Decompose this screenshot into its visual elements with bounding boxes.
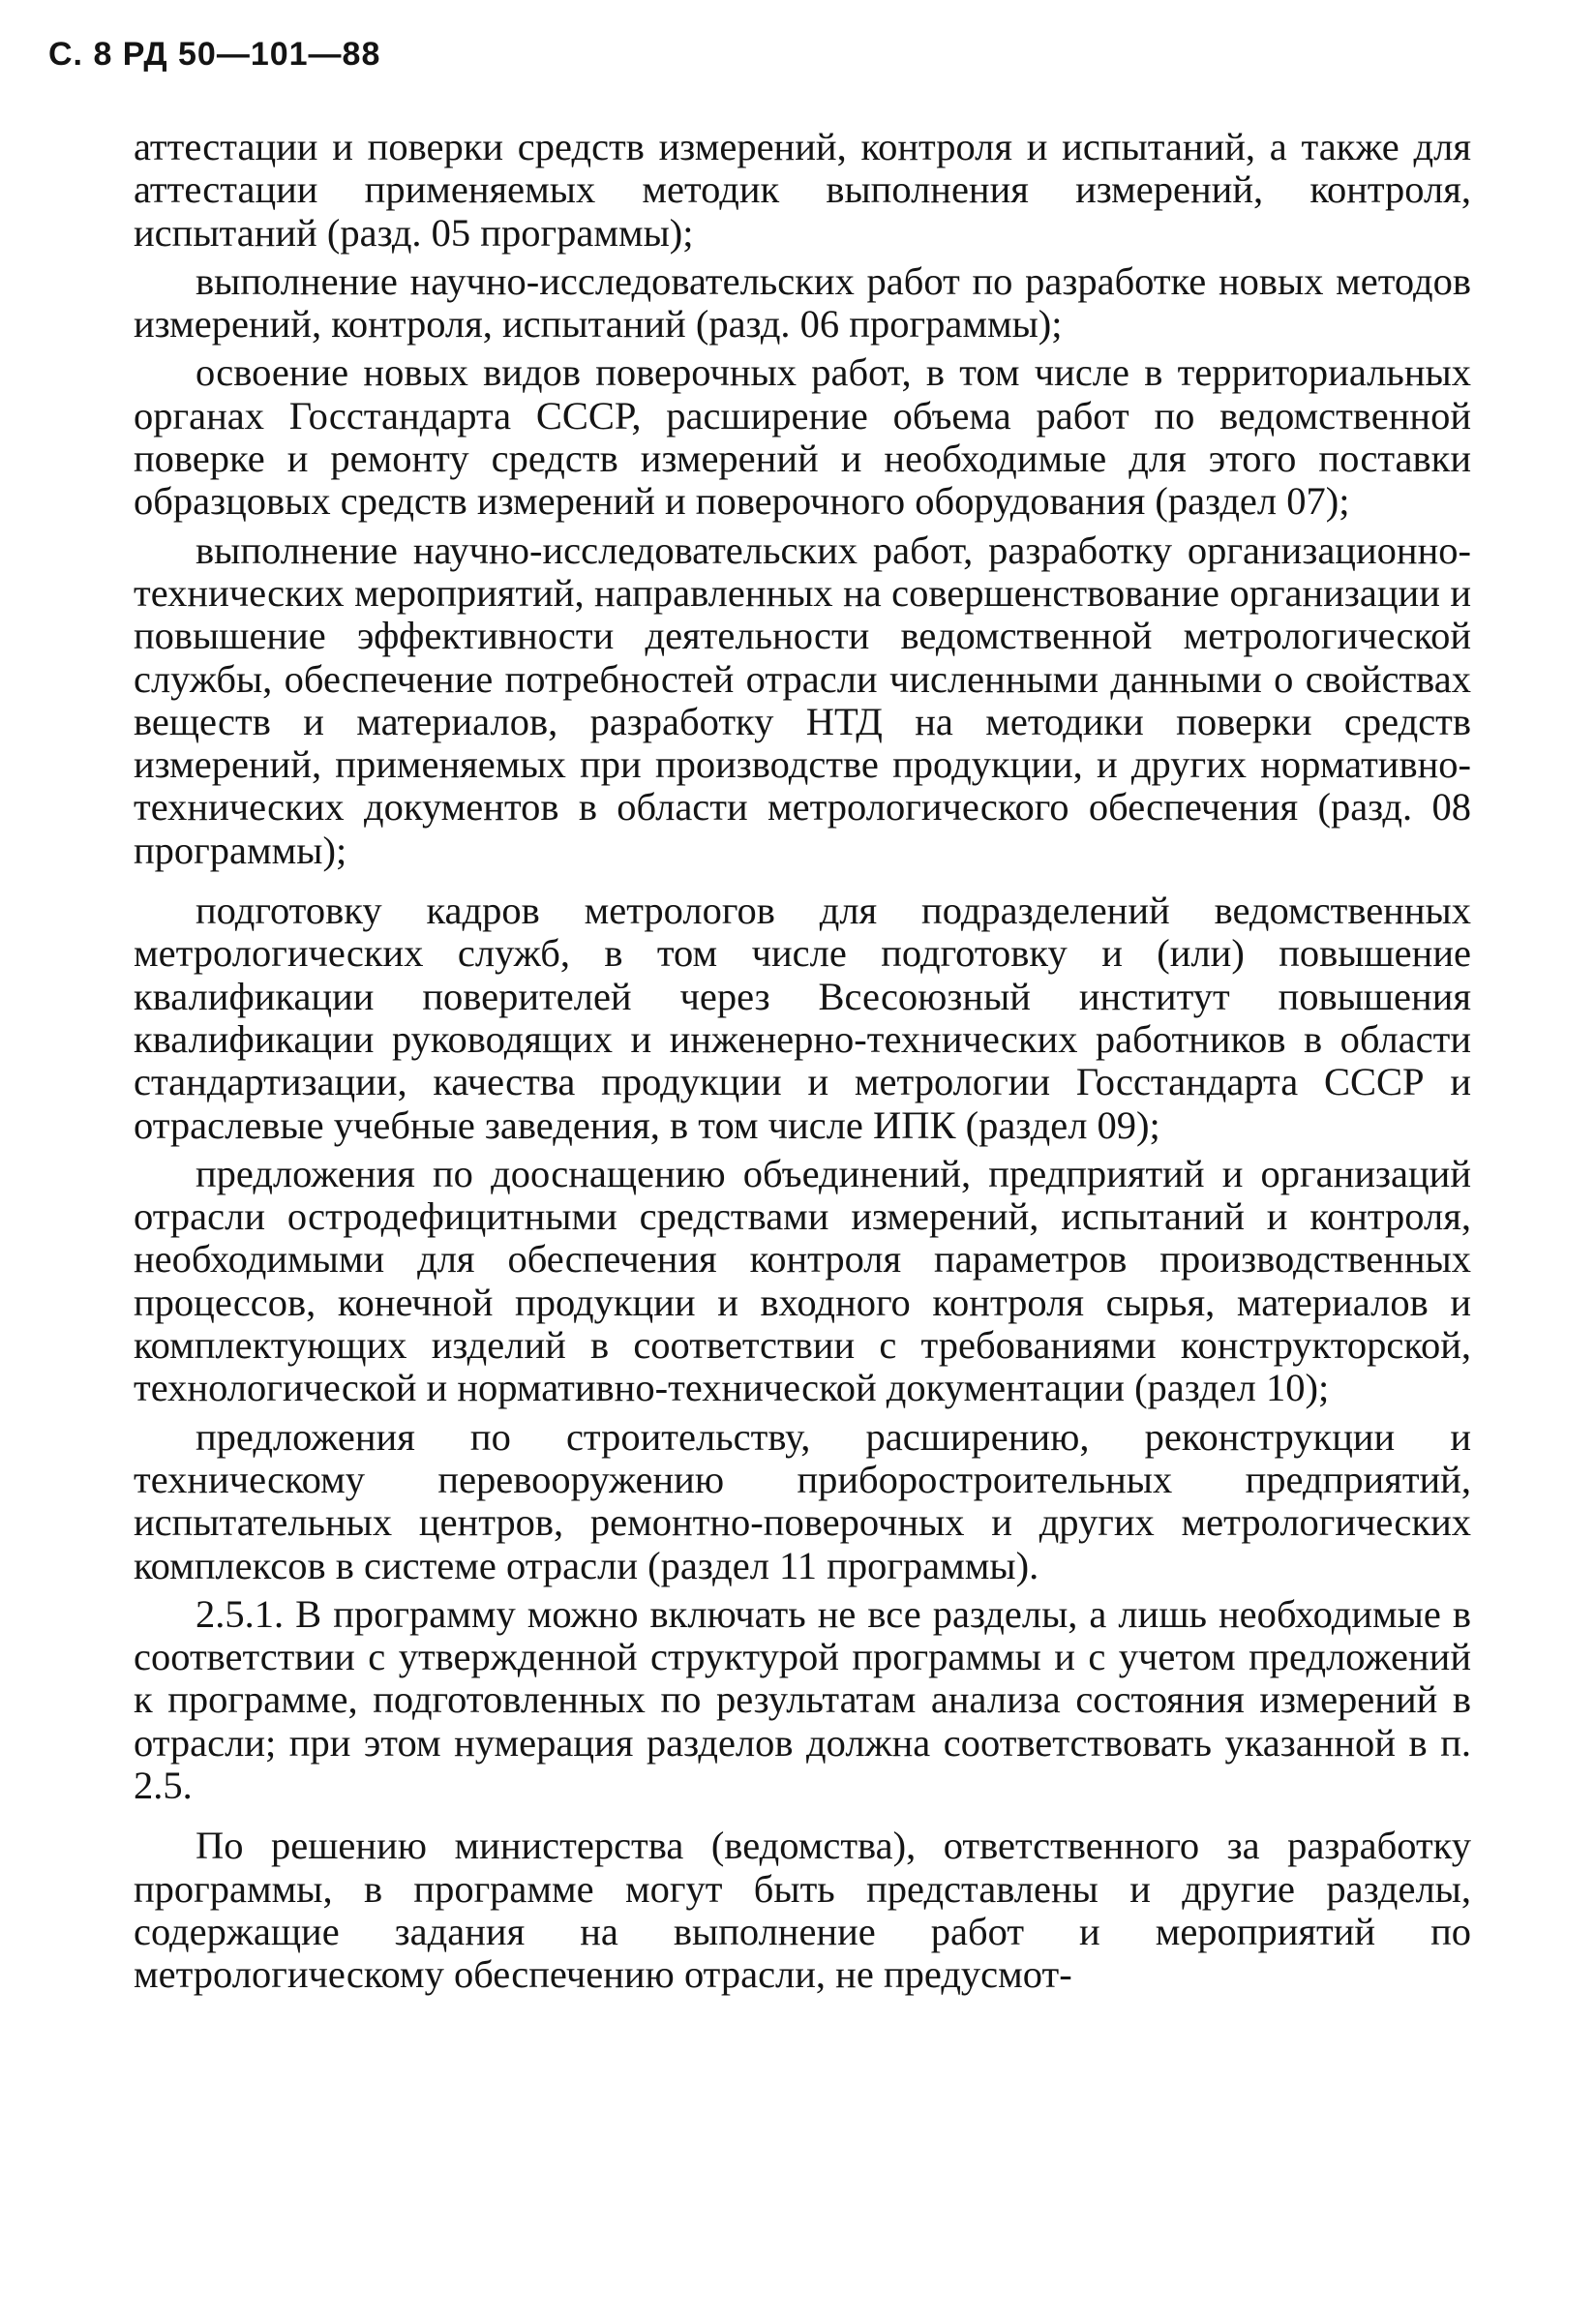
page-header: С. 8 РД 50—101—88 [48, 36, 381, 73]
paragraph-clause-2-5-1: 2.5.1. В программу можно включать не все разделы, а лишь необходимые в соответствии с утвержденной структурой программы и с учетом предложений к программе, подготовленных по результатам анализа состояния измерений в отрасли; при этом нумерация разделов должна соответствовать указанной в п. 2.5. [134, 1591, 1471, 1807]
paragraph-equipment-supply: предложения по дооснащению объединений, предприятий и организаций отрасли остродефицитными средствами измерений, испытаний и контроля, необходимыми для обеспечения контроля параметров производственных процессов, конечной продукции и входного контроля сырья, материалов и комплектующих изделий в соответствии с требованиями конструкторской, технологической и нормативно-технической документации (раздел 10); [134, 1151, 1471, 1410]
paragraph-construction: предложения по строительству, расширению, реконструкции и техническому перевооружению приборостроительных предприятий, испытательных центров, ремонтно-поверочных и других метрологических комплексов в системе отрасли (раздел 11 программы). [134, 1414, 1471, 1587]
paragraph-research-methods: выполнение научно-исследовательских работ по разработке новых методов измерений, контроля, испытаний (разд. 06 программы); [134, 258, 1471, 347]
paragraph-ministry-decision: По решению министерства (ведомства), ответственного за разработку программы, в программе могут быть представлены и другие разделы, содержащие задания на выполнение работ и мероприятий по метрологическому обеспечению отрасли, не предусмот- [134, 1824, 1471, 1997]
paragraph-staff-training: подготовку кадров метрологов для подразделений ведомственных метрологических служб, в том числе подготовку и (или) повышение квалификации поверителей через Всесоюзный институт повышения квалификации руководящих и инженерно-технических работников в области стандартизации, качества продукции и метрологии Госстандарта СССР и отраслевые учебные заведения, в том числе ИПК (раздел 09); [134, 889, 1471, 1147]
paragraph-verification-works: освоение новых видов поверочных работ, в том числе в территориальных органах Госстандарта СССР, расширение объема работ по ведомственной поверке и ремонту средств измерений и необходимые для этого поставки образцовых средств измерений и поверочного оборудования (раздел 07); [134, 350, 1471, 524]
paragraph-organizational-measures: выполнение научно-исследовательских работ, разработку организационно-технических мероприятий, направленных на совершенствование организации и повышение эффективности деятельности ведомственной метрологической службы, обеспечение потребностей отрасли численными данными о свойствах веществ и материалов, разработку НТД на методики поверки средств измерений, применяемых при производстве продукции, и других нормативно-технических документов в области метрологического обеспечения (разд. 08 программы); [134, 528, 1471, 872]
body-text [134, 126, 1471, 2002]
paragraph-certification-tail: аттестации и поверки средств измерений, контроля и испытаний, а также для аттестации применяемых методик выполнения измерений, контроля, испытаний (разд. 05 программы); [134, 125, 1471, 255]
